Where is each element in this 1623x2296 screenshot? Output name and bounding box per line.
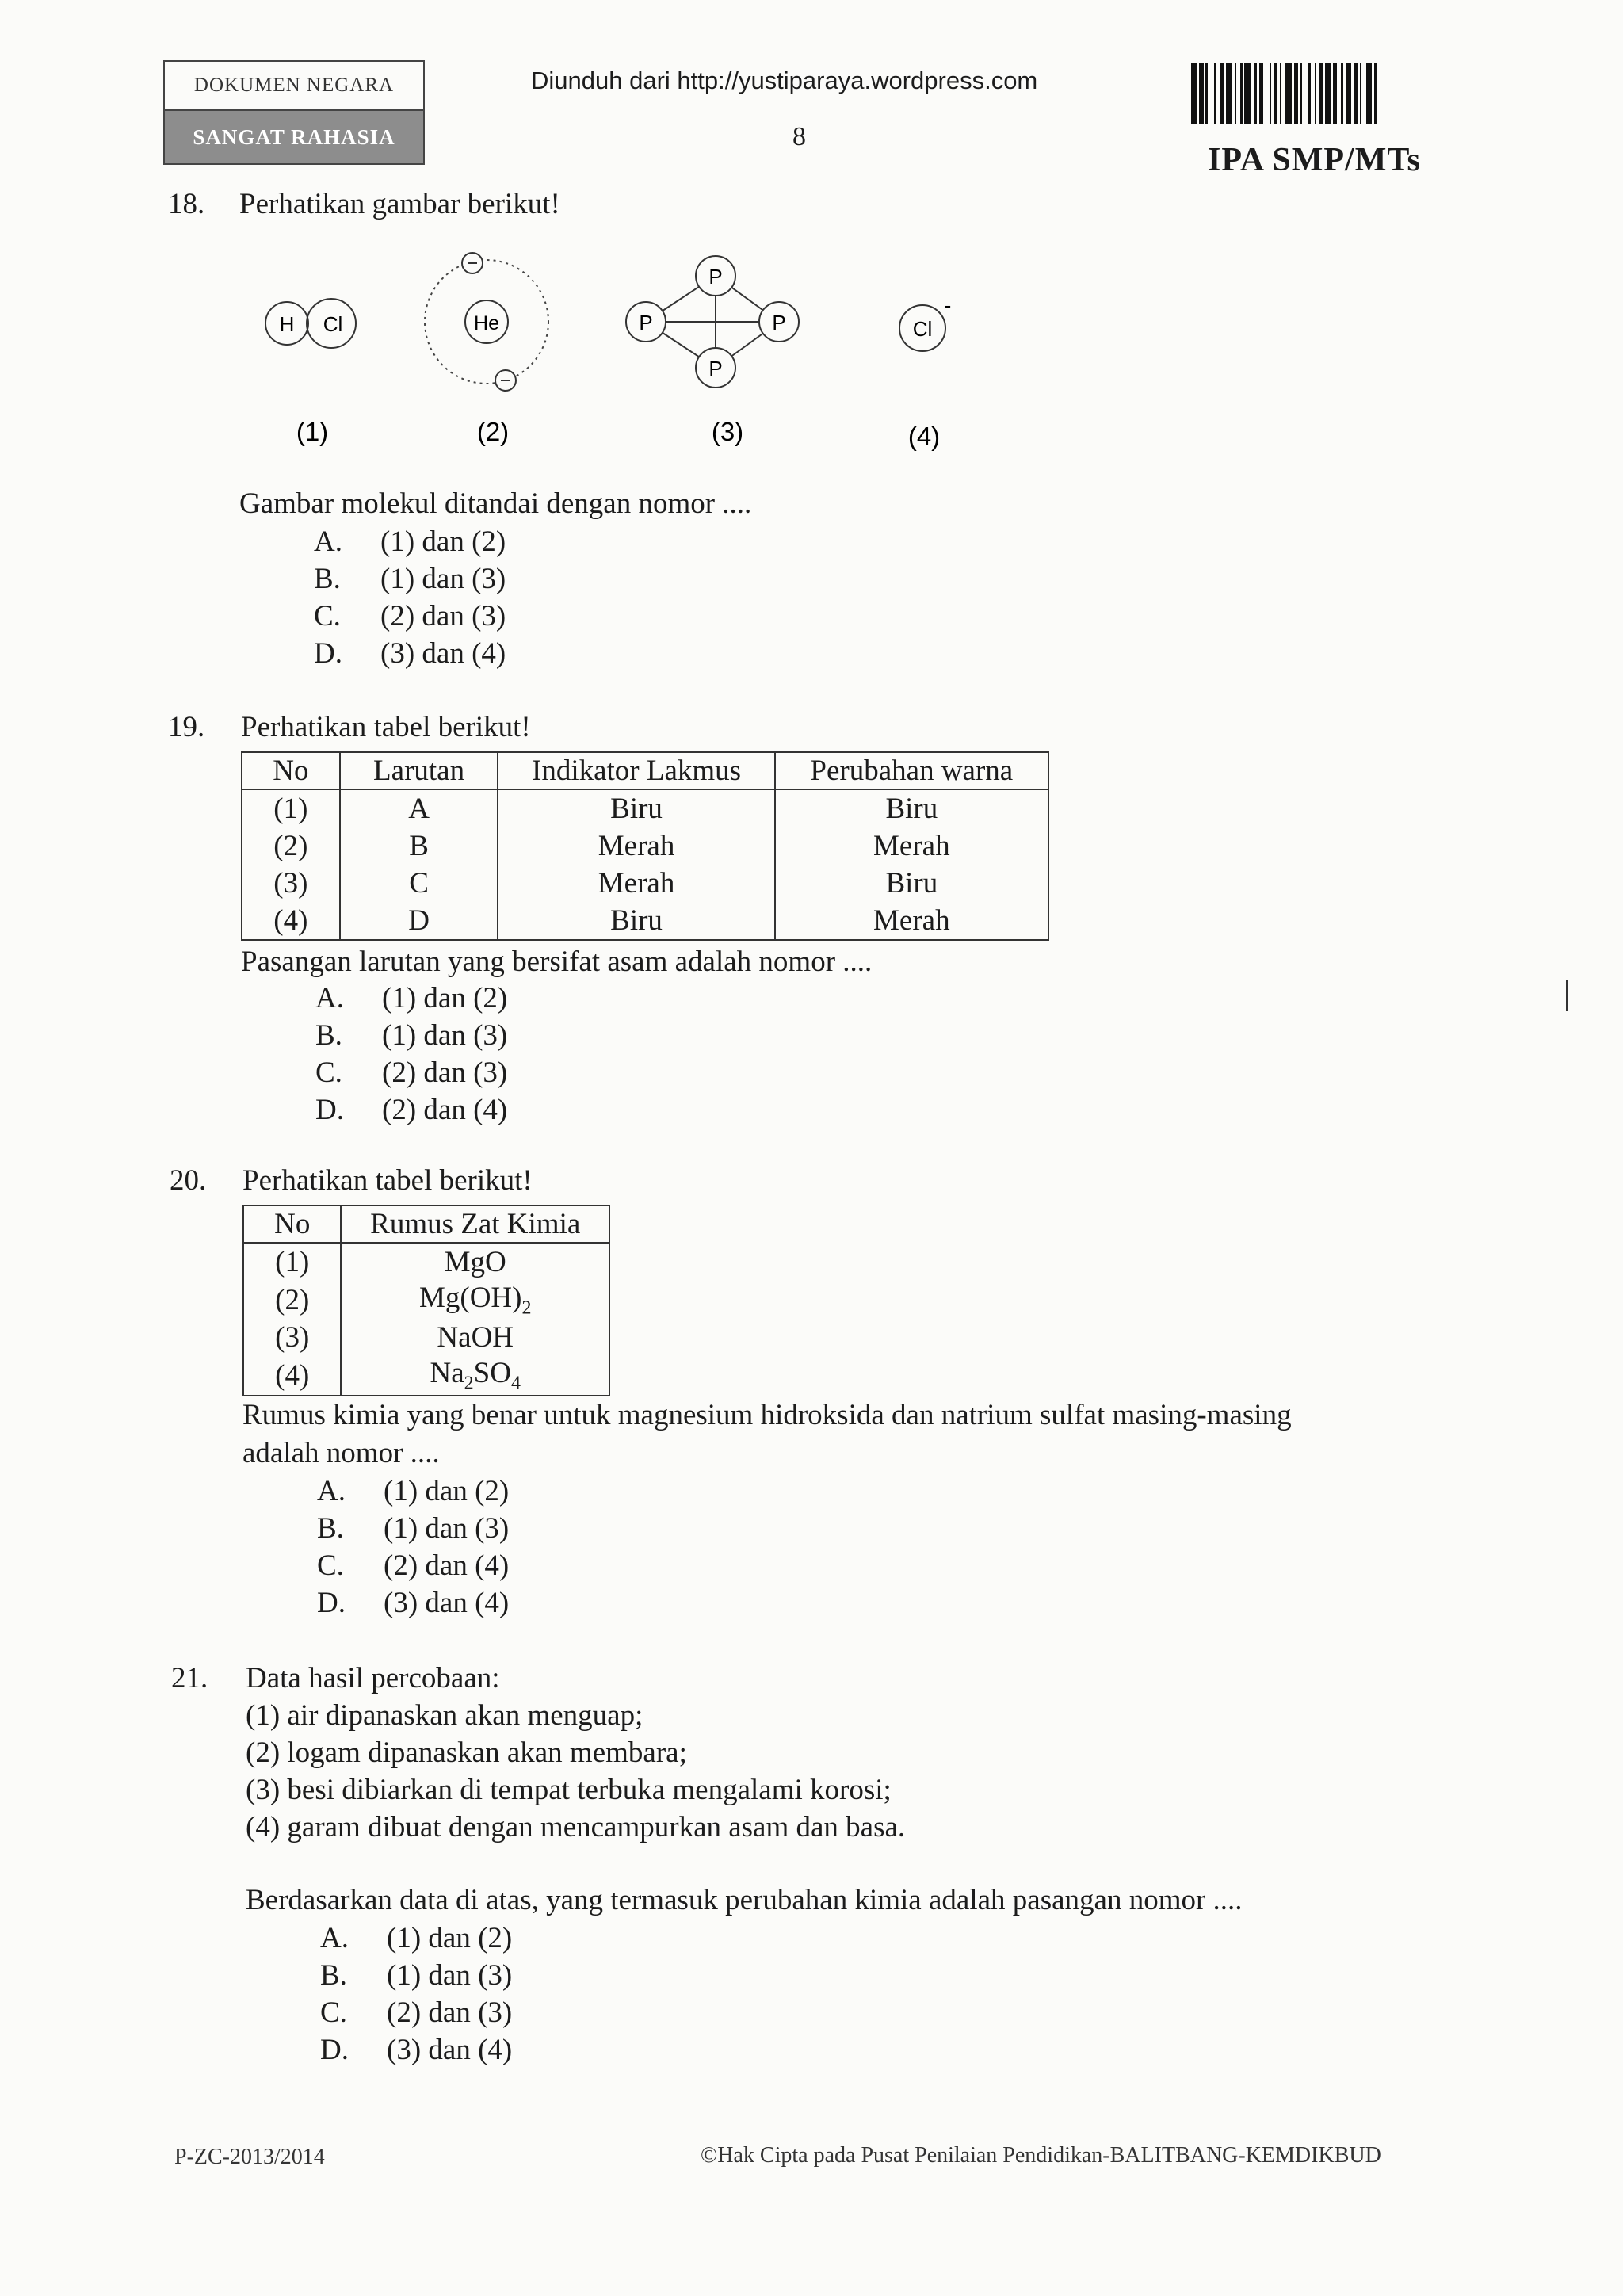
molecule-figure [238,246,983,468]
ion-charge-label: - [944,293,952,317]
option-text: (3) dan (4) [384,1587,510,1619]
helium-atom-figure [425,253,548,446]
ion-cl-label: Cl [912,317,933,341]
column-header: No [242,752,340,789]
option-label: C. [315,1056,342,1089]
option-text: (1) dan (2) [384,1475,510,1507]
barcode-bar [1346,63,1352,124]
data-item: (1) air dipanaskan akan menguap; [246,1699,643,1732]
chloride-ion-figure [899,293,951,451]
table-cell: B [340,827,498,865]
option-label: A. [315,982,344,1014]
exam-code: P-ZC-2013/2014 [174,2145,325,2169]
atom-p-label: P [639,311,653,334]
question-number: 19. [168,711,205,743]
formula-cell [341,1281,609,1319]
question-number: 21. [171,1662,208,1694]
option-label: D. [317,1587,346,1619]
option-label: A. [320,1922,349,1954]
option-label: B. [315,1019,342,1052]
table-cell: Biru [775,789,1048,827]
document-label: DOKUMEN NEGARA [165,62,423,111]
table-row [242,865,1048,902]
column-header: Perubahan warna [775,752,1048,789]
option-text: (2) dan (4) [382,1094,508,1126]
option-a[interactable] [317,1474,509,1508]
barcode-bar [1208,63,1214,124]
barcode [1191,63,1449,124]
option-b[interactable] [314,562,506,596]
question-number: 18. [168,188,205,220]
option-text: (3) dan (4) [380,637,506,670]
option-label: A. [317,1475,346,1507]
scan-mark [1566,980,1568,1011]
question-text: adalah nomor .... [242,1437,440,1469]
table-cell: D [340,902,498,940]
classification-box [163,60,425,165]
table-cell: (1) [243,1243,341,1281]
table-cell: Biru [498,902,774,940]
barcode-bar [1263,63,1270,124]
page-number: 8 [792,122,806,151]
table-cell: Merah [498,865,774,902]
table-cell: A [340,789,498,827]
table-cell: (3) [243,1319,341,1356]
option-text: (1) dan (3) [380,563,506,595]
figure-caption-2: (2) [476,417,510,446]
barcode-bar [1377,63,1381,124]
question-text: Rumus kimia yang benar untuk magnesium hidroksida dan natrium sulfat masing-masing [242,1399,1292,1431]
option-a[interactable] [314,525,506,559]
option-b[interactable] [315,1018,507,1052]
question-text: Pasangan larutan yang bersifat asam adalah nomor .... [241,946,873,978]
option-c[interactable] [317,1549,509,1583]
option-c[interactable] [315,1056,507,1090]
barcode-bar [1191,63,1197,124]
table-row [242,827,1048,865]
formula-subscript: 2 [521,1297,532,1319]
table-row [243,1356,609,1395]
formula-part: Na [430,1357,464,1390]
column-header: Indikator Lakmus [498,752,774,789]
atom-p-label: P [772,311,786,334]
table-cell: (4) [243,1356,341,1395]
formula-subscript: 2 [464,1373,474,1394]
option-c[interactable] [314,599,506,633]
table-cell: (2) [243,1281,341,1319]
question-prompt: Perhatikan tabel berikut! [241,711,531,743]
formula-subscript: 4 [510,1373,521,1394]
question-prompt: Perhatikan gambar berikut! [239,188,560,220]
option-d[interactable] [320,2033,512,2067]
option-b[interactable] [317,1511,509,1545]
option-label: B. [320,1959,347,1992]
atom-p-label: P [708,265,723,288]
column-header: No [243,1205,341,1243]
table-row [243,1243,609,1281]
formula-cell [341,1356,609,1395]
table-cell: C [340,865,498,902]
column-header: Larutan [340,752,498,789]
chemical-formula-table [242,1205,610,1396]
option-text: (1) dan (3) [382,1019,508,1052]
atom-p-label: P [708,357,723,380]
question-number: 20. [170,1164,207,1197]
option-b[interactable] [320,1958,512,1992]
hcl-molecule-figure [265,299,356,446]
data-item: (2) logam dipanaskan akan membara; [246,1736,687,1769]
option-d[interactable] [315,1093,507,1127]
table-cell: (1) [242,789,340,827]
option-text: (1) dan (2) [382,982,508,1014]
option-text: (1) dan (2) [380,525,506,558]
option-label: C. [314,600,341,632]
option-label: C. [317,1549,344,1582]
nucleus-he-label: He [474,312,499,334]
copyright-notice: ©Hak Cipta pada Pusat Penilaian Pendidikan-BALITBANG-KEMDIKBUD [701,2143,1381,2168]
litmus-table [241,751,1049,941]
figure-caption-4: (4) [907,422,941,451]
formula-cell: MgO [341,1243,609,1281]
option-text: (2) dan (3) [380,600,506,632]
option-a[interactable] [315,981,507,1015]
table-cell: Merah [775,827,1048,865]
atom-h-label: H [279,312,295,336]
option-label: D. [314,637,342,670]
figure-caption-1: (1) [296,417,329,446]
table-cell: Merah [775,902,1048,940]
data-item: (4) garam dibuat dengan mencampurkan asam dan basa. [246,1811,906,1843]
column-header: Rumus Zat Kimia [341,1205,609,1243]
formula-part: Mg(OH) [418,1282,522,1314]
table-cell: Biru [775,865,1048,902]
barcode-bar [1285,63,1292,124]
option-text: (1) dan (2) [387,1922,513,1954]
data-item: (3) besi dibiarkan di tempat terbuka mengalami korosi; [246,1774,892,1806]
table-cell: (2) [242,827,340,865]
barcode-bar [1302,63,1308,124]
subject-title: IPA SMP/MTs [1208,142,1421,178]
formula-part: SO [473,1357,511,1390]
source-line: Diunduh dari http://yustiparaya.wordpress.com [531,67,1038,94]
option-d[interactable] [314,636,506,670]
table-cell: Merah [498,827,774,865]
option-label: B. [314,563,341,595]
option-label: D. [315,1094,344,1126]
option-text: (2) dan (3) [387,1996,513,2029]
table-row [242,902,1048,940]
option-text: (2) dan (3) [382,1056,508,1089]
barcode-bar [1325,63,1331,124]
option-c[interactable] [320,1996,512,2030]
option-d[interactable] [317,1586,509,1620]
table-row [243,1281,609,1319]
option-text: (2) dan (4) [384,1549,510,1582]
table-cell: (3) [242,865,340,902]
p4-molecule-figure [626,256,799,446]
option-label: A. [314,525,342,558]
barcode-bar [1226,63,1232,124]
option-label: B. [317,1512,344,1545]
option-text: (1) dan (3) [384,1512,510,1545]
question-prompt: Data hasil percobaan: [246,1662,500,1694]
option-text: (1) dan (3) [387,1959,513,1992]
formula-cell: NaOH [341,1319,609,1356]
option-a[interactable] [320,1921,512,1955]
table-row [242,789,1048,827]
table-row [243,1319,609,1356]
option-label: C. [320,1996,347,2029]
question-prompt: Perhatikan tabel berikut! [242,1164,533,1197]
table-cell: (4) [242,902,340,940]
figure-caption-3: (3) [711,417,744,446]
barcode-bar [1244,63,1251,124]
barcode-bar [1366,63,1373,124]
secret-label: SANGAT RAHASIA [165,111,423,163]
question-text: Gambar molekul ditandai dengan nomor .... [239,487,752,520]
table-cell: Biru [498,789,774,827]
atom-cl-label: Cl [323,312,343,336]
option-text: (3) dan (4) [387,2034,513,2066]
question-text: Berdasarkan data di atas, yang termasuk perubahan kimia adalah pasangan nomor .... [246,1884,1243,1916]
option-label: D. [320,2034,349,2066]
